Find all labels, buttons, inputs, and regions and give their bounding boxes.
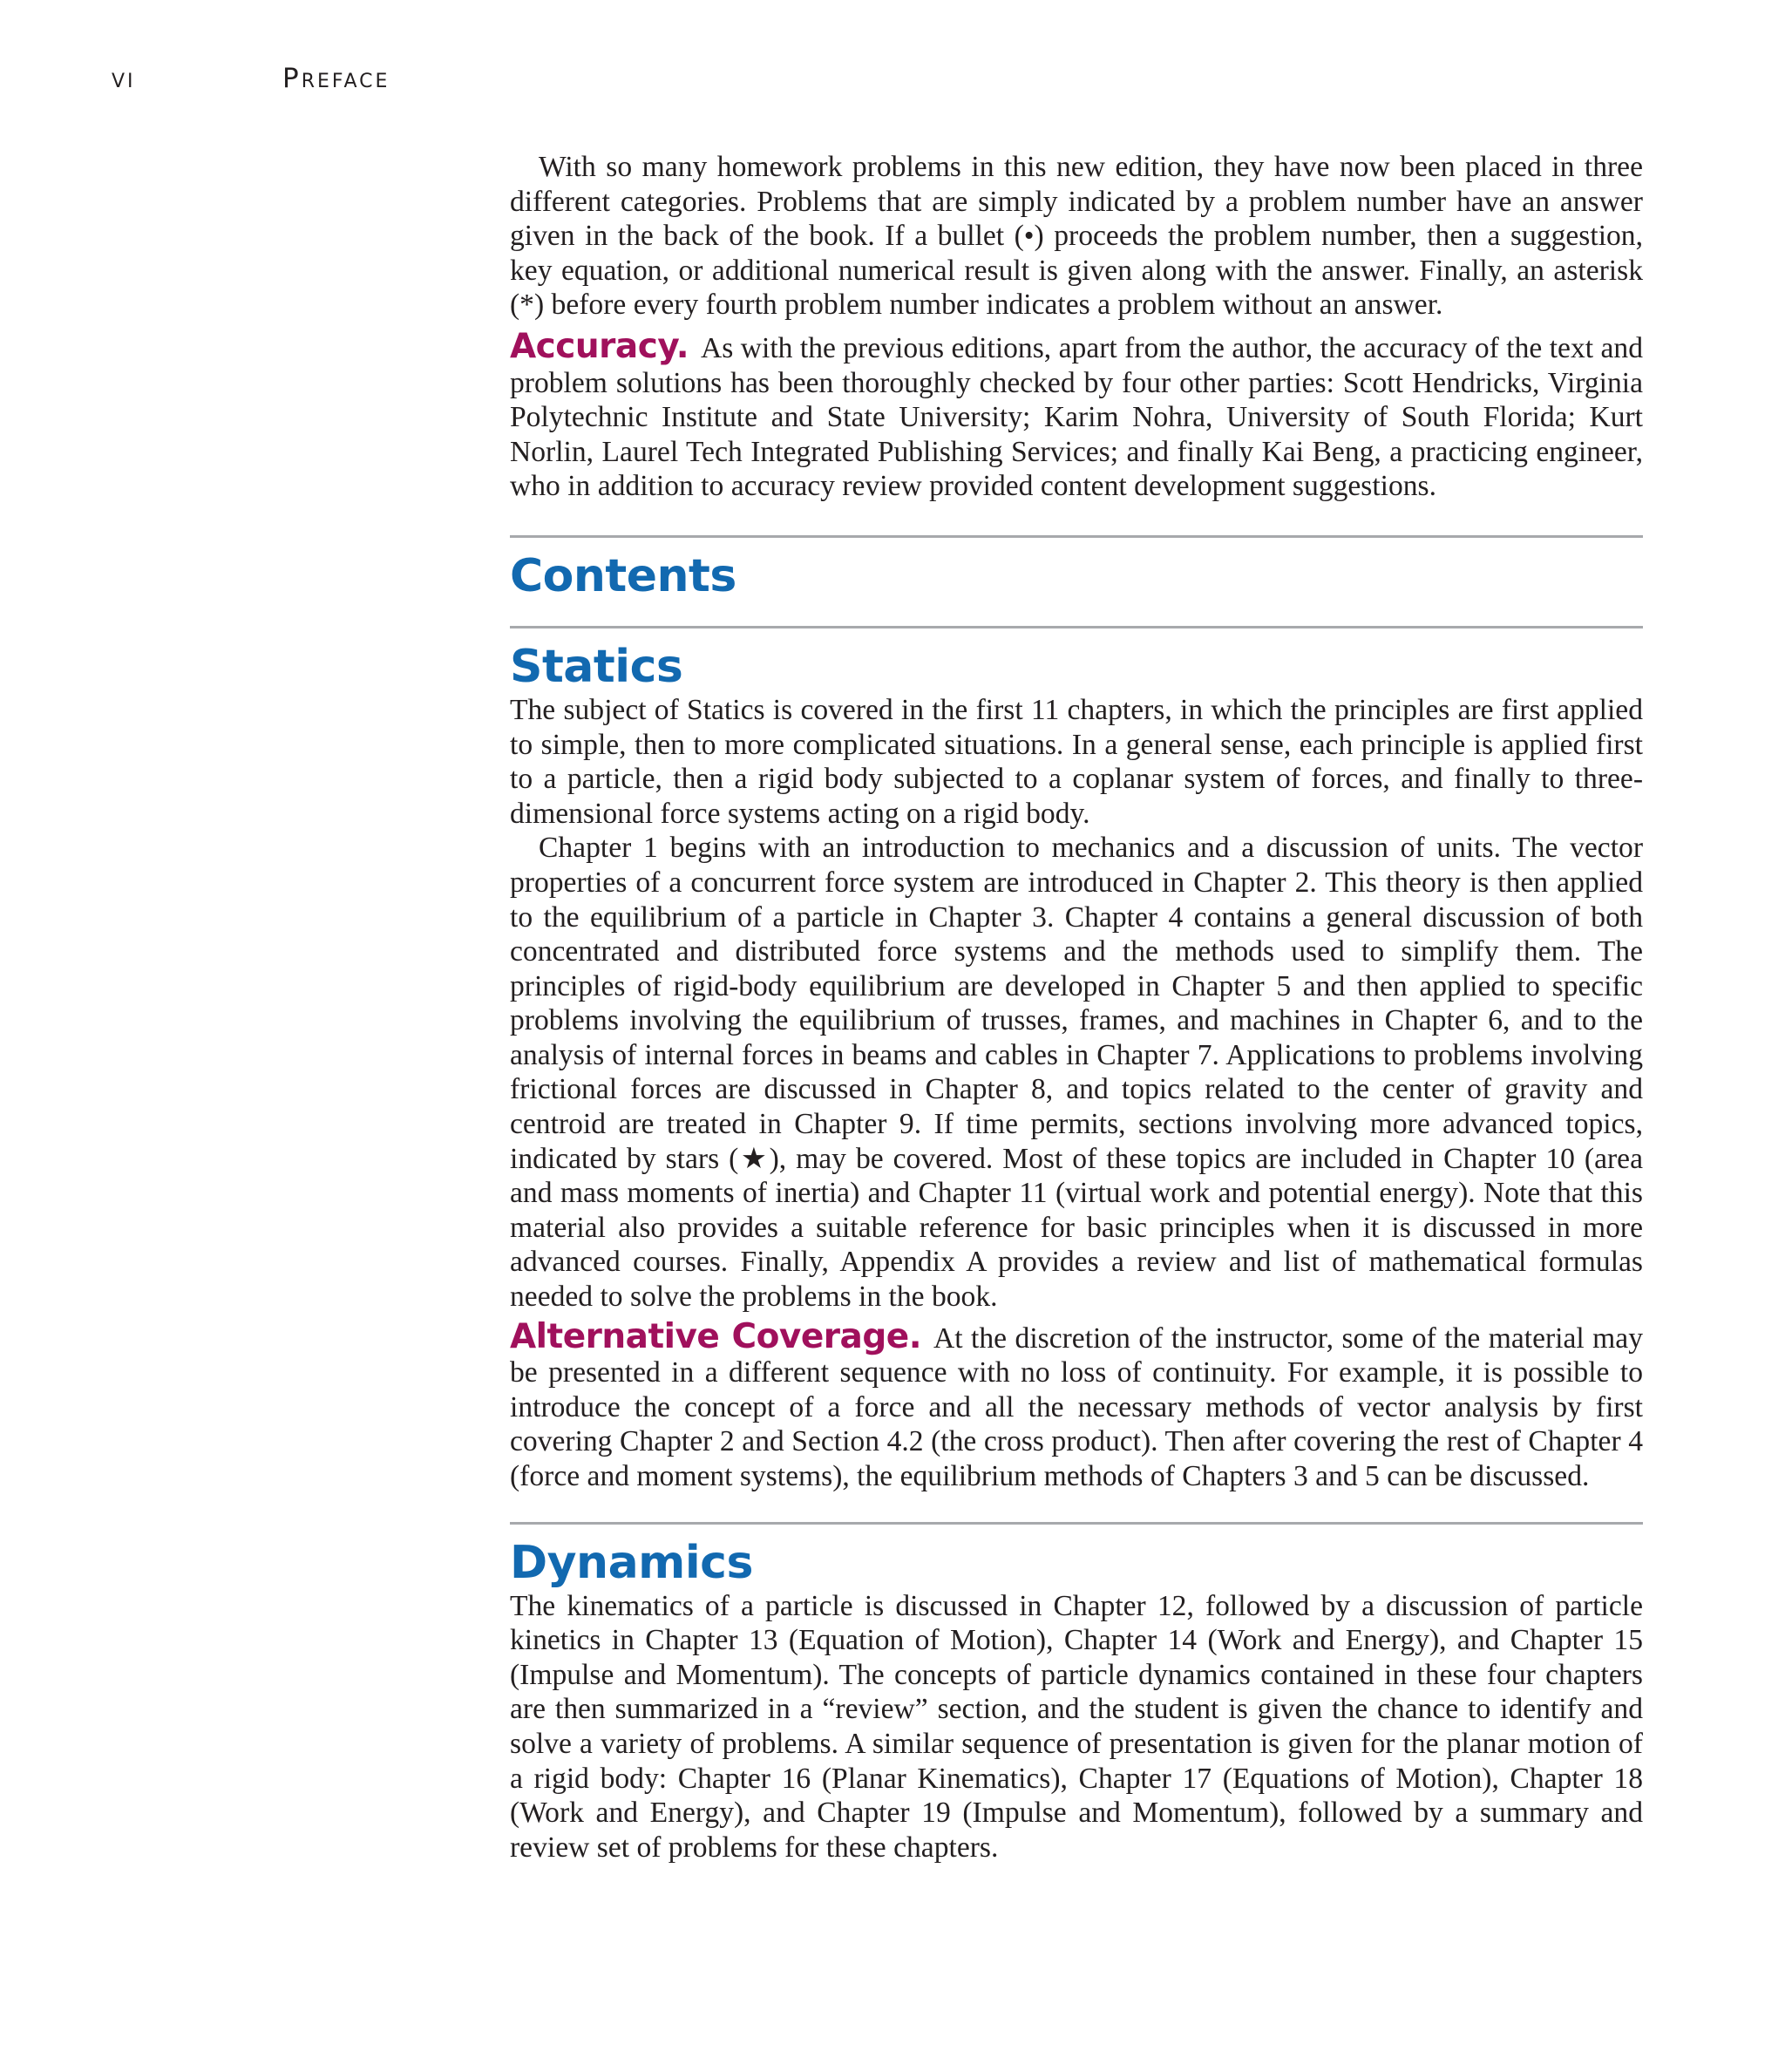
statics-paragraph-2: Chapter 1 begins with an introduction to mechanics and a discussion of units. The vector properties of a concurrent force system are introduced in Chapter 2. This theory is then applied to the equilibrium of a particle in Chapter 3. Chapter 4 contains a general discussion of both concentrated and distributed force systems and the methods used to simplify them. The principles of rigid-body equilibrium are developed in Chapter 5 and then applied to specific problems involving the equilibrium of trusses, frames, and machines in Chapter 6, and to the analysis of internal forces in beams and cables in Chapter 7. Applications to problems involving frictional forces are discussed in Chapter 8, and topics related to the center of gravity and centroid are treated in Chapter 9. If time permits, sections involving more advanced topics, indicated by stars (★), may be covered. Most of these topics are included in Chapter 10 (area and mass moments of inertia) and Chapter 11 (virtual work and potential energy). Note that this material also provides a suitable reference for basic principles when it is discussed in more advanced courses. Finally, Appendix A provides a review and list of mathematical formulas needed to solve the problems in the book. <box>510 832 1643 1314</box>
statics-paragraph-1: The subject of Statics is covered in the first 11 chapters, in which the principles are first applied to simple, then to more complicated situations. In a general sense, each principle is applied first to a particle, then a rigid body subjected to a coplanar system of forces, and finally to three-dimensional force systems acting on a rigid body. <box>510 693 1643 830</box>
section-divider <box>510 626 1643 628</box>
dynamics-paragraph: The kinematics of a particle is discussed in Chapter 12, followed by a discussion of particle kinetics in Chapter 13 (Equation of Motion), Chapter 14 (Work and Energy), and Chapter 15 (Impulse and Momentum). The concepts of particle dynamics contained in these four chapters are then summarized in a “review” section, and the student is given the chance to identify and solve a variety of problems. A similar sequence of presentation is given for the planar motion of a rigid body: Chapter 16 (Planar Kinematics), Chapter 17 (Equations of Motion), Chapter 18 (Work and Energy), and Chapter 19 (Impulse and Momentum), followed by a summary and review set of problems for these chapters. <box>510 1589 1643 1864</box>
intro-paragraph: With so many homework problems in this new edition, they have now been placed in three different categories. Problems that are simply indicated by a problem number have an answer given in the back of the book. If a bullet (•) proceeds the problem number, then a suggestion, key equation, or additional numerical result is given along with the answer. Finally, an asterisk (*) before every fourth problem number indicates a problem without an answer. <box>510 151 1643 322</box>
page-number: vi <box>112 63 136 94</box>
accuracy-text: As with the previous editions, apart from the author, the accuracy of the text and problem solutions has been thoroughly checked by four other parties: Scott Hendricks, Virginia Polytechnic Institute and State University; Karim Nohra, University of South Florida; Kurt Norlin, Laurel Tech Integrated Publishing Services; and finally Kai Beng, a practicing engineer, who in addition to accuracy review provided content development suggestions. <box>510 331 1643 503</box>
section-divider <box>510 535 1643 538</box>
alternative-coverage-heading: Alternative Coverage. <box>510 1316 922 1356</box>
alternative-coverage-text: At the discretion of the instructor, some of the material may be presented in a different sequence with no loss of continuity. For example, it is possible to introduce the concept of a force and all the necessary methods of vector analysis by first covering Chapter 2 and Section 4.2 (the cross product). Then after covering the rest of Chapter 4 (force and moment systems), the equilibrium methods of Chapters 3 and 5 can be discussed. <box>510 1321 1643 1492</box>
statics-heading: Statics <box>510 640 683 693</box>
main-column <box>510 150 1643 1865</box>
contents-heading: Contents <box>510 549 736 602</box>
accuracy-paragraph <box>510 326 1643 504</box>
dynamics-heading: Dynamics <box>510 1536 753 1589</box>
accuracy-heading: Accuracy. <box>510 326 689 366</box>
alternative-coverage-paragraph <box>510 1316 1643 1494</box>
running-head: Preface <box>282 63 390 94</box>
page-header <box>112 63 390 94</box>
section-divider <box>510 1522 1643 1525</box>
